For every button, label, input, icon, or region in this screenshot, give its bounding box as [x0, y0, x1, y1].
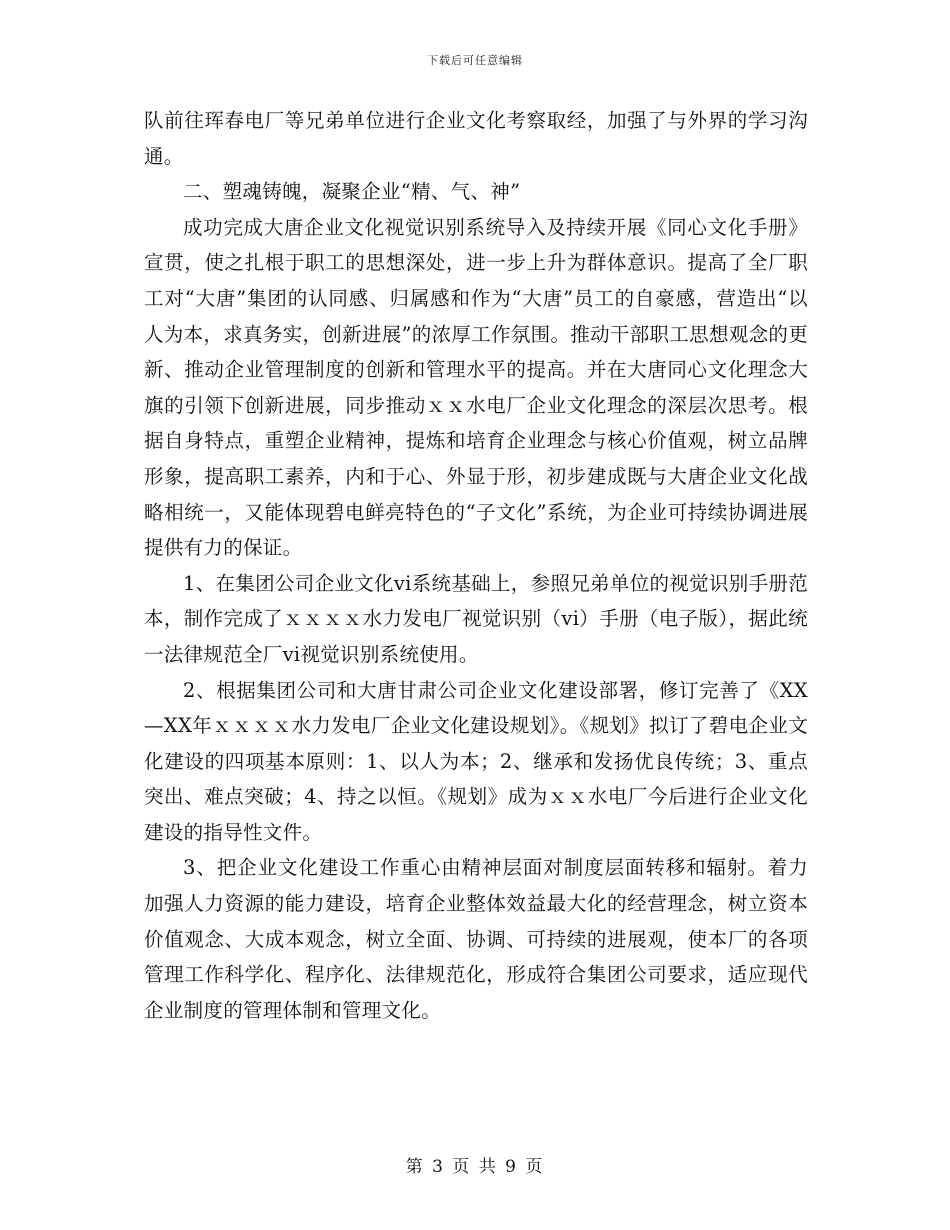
document-body — [144, 103, 808, 1028]
paragraph: 2、根据集团公司和大唐甘肃公司企业文化建设部署，修订完善了《XX—XX年ｘｘｘｘ水力发电厂企业文化建设规划》。《规划》拟订了碧电企业文化建设的四项基本原则：1、以人为本；2、继承和发扬优良传统；3、重点突出、难点突破；4、持之以恒。《规划》成为ｘｘ水电厂今后进行企业文化建设的指导性文件。 — [144, 678, 808, 844]
page-number: 第 3 页 共 9 页 — [405, 1157, 545, 1177]
section-heading: 二、塑魂铸魄，凝聚企业“精、气、神” — [183, 180, 521, 204]
paragraph: 3、把企业文化建设工作重心由精神层面对制度层面转移和辐射。着力加强人力资源的能力建设，培育企业整体效益最大化的经营理念，树立资本价值观念、大成本观念，树立全面、协调、可持续的进展观，使本厂的各项管理工作科学化、程序化、法律规范化，形成符合集团公司要求，适应现代企业制度的管理体制和管理文化。 — [144, 856, 808, 1022]
paragraph-continuation: 队前往珲春电厂等兄弟单位进行企业文化考察取经，加强了与外界的学习沟通。 — [144, 109, 808, 168]
paragraph: 成功完成大唐企业文化视觉识别系统导入及持续开展《同心文化手册》宣贯，使之扎根于职工的思想深处，进一步上升为群体意识。提高了全厂职工对“大唐”集团的认同感、归属感和作为“大唐”员工的自豪感，营造出“以人为本，求真务实，创新进展”的浓厚工作氛围。推动干部职工思想观念的更新、推动企业管理制度的创新和管理水平的提高。并在大唐同心文化理念大旗的引领下创新进展，同步推动ｘｘ水电厂企业文化理念的深层次思考。根据自身特点，重塑企业精神，提炼和培育企业理念与核心价值观，树立品牌形象，提高职工素养，内和于心、外显于形，初步建成既与大唐企业文化战略相统一，又能体现碧电鲜亮特色的“子文化”系统，为企业可持续协调进展提供有力的保证。 — [144, 215, 808, 560]
paragraph: 1、在集团公司企业文化vi系统基础上，参照兄弟单位的视觉识别手册范本，制作完成了ｘｘｘｘ水力发电厂视觉识别（vi）手册（电子版），据此统一法律规范全厂vi视觉识别系统使用。 — [144, 571, 808, 666]
page-header: 下载后可任意编辑 — [427, 54, 523, 67]
